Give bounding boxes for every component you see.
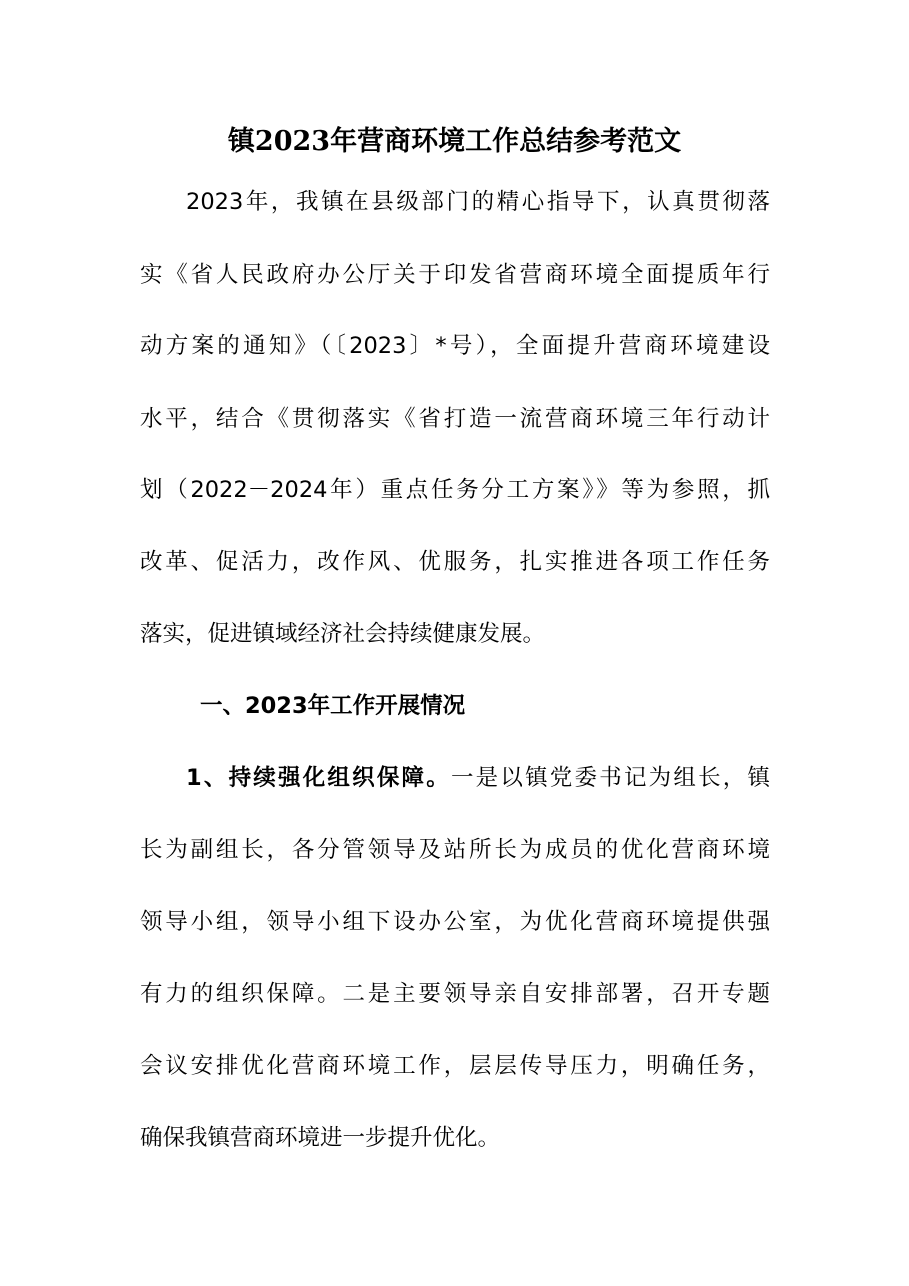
intro-line-4: 水平，结合《贯彻落实《省打造一流营商环境三年行动计 (140, 406, 770, 432)
intro-line-7: 落实，促进镇域经济社会持续健康发展。 (140, 621, 546, 647)
intro-line-5: 划（2022－2024年）重点任务分工方案》》等为参照，抓 (140, 477, 770, 503)
intro-line-1: 2023年，我镇在县级部门的精心指导下，认真贯彻落 (186, 189, 770, 215)
intro-line-3: 动方案的通知》（〔2023〕*号），全面提升营商环境建设 (140, 333, 770, 359)
item1-line-4: 有力的组织保障。二是主要领导亲自安排部署，召开专题 (140, 981, 770, 1007)
intro-line-6: 改革、促活力，改作风、优服务，扎实推进各项工作任务 (140, 549, 770, 575)
item1-line-3: 领导小组，领导小组下设办公室，为优化营商环境提供强 (140, 909, 770, 935)
item1-line-6: 确保我镇营商环境进一步提升优化。 (140, 1125, 501, 1151)
document-title: 镇2023年营商环境工作总结参考范文 (227, 126, 682, 157)
item1-lead: 1、持续强化组织保障。 (186, 765, 451, 791)
intro-line-2: 实《省人民政府办公厅关于印发省营商环境全面提质年行 (140, 262, 770, 288)
item1-line-5: 会议安排优化营商环境工作，层层传导压力，明确任务， (140, 1053, 770, 1079)
section-heading-1: 一、2023年工作开展情况 (200, 693, 466, 719)
item1-line-1 (186, 758, 770, 798)
item1-first-line-rest: 一是以镇党委书记为组长，镇 (450, 765, 770, 791)
item1-line-2: 长为副组长，各分管领导及站所长为成员的优化营商环境 (140, 837, 770, 863)
